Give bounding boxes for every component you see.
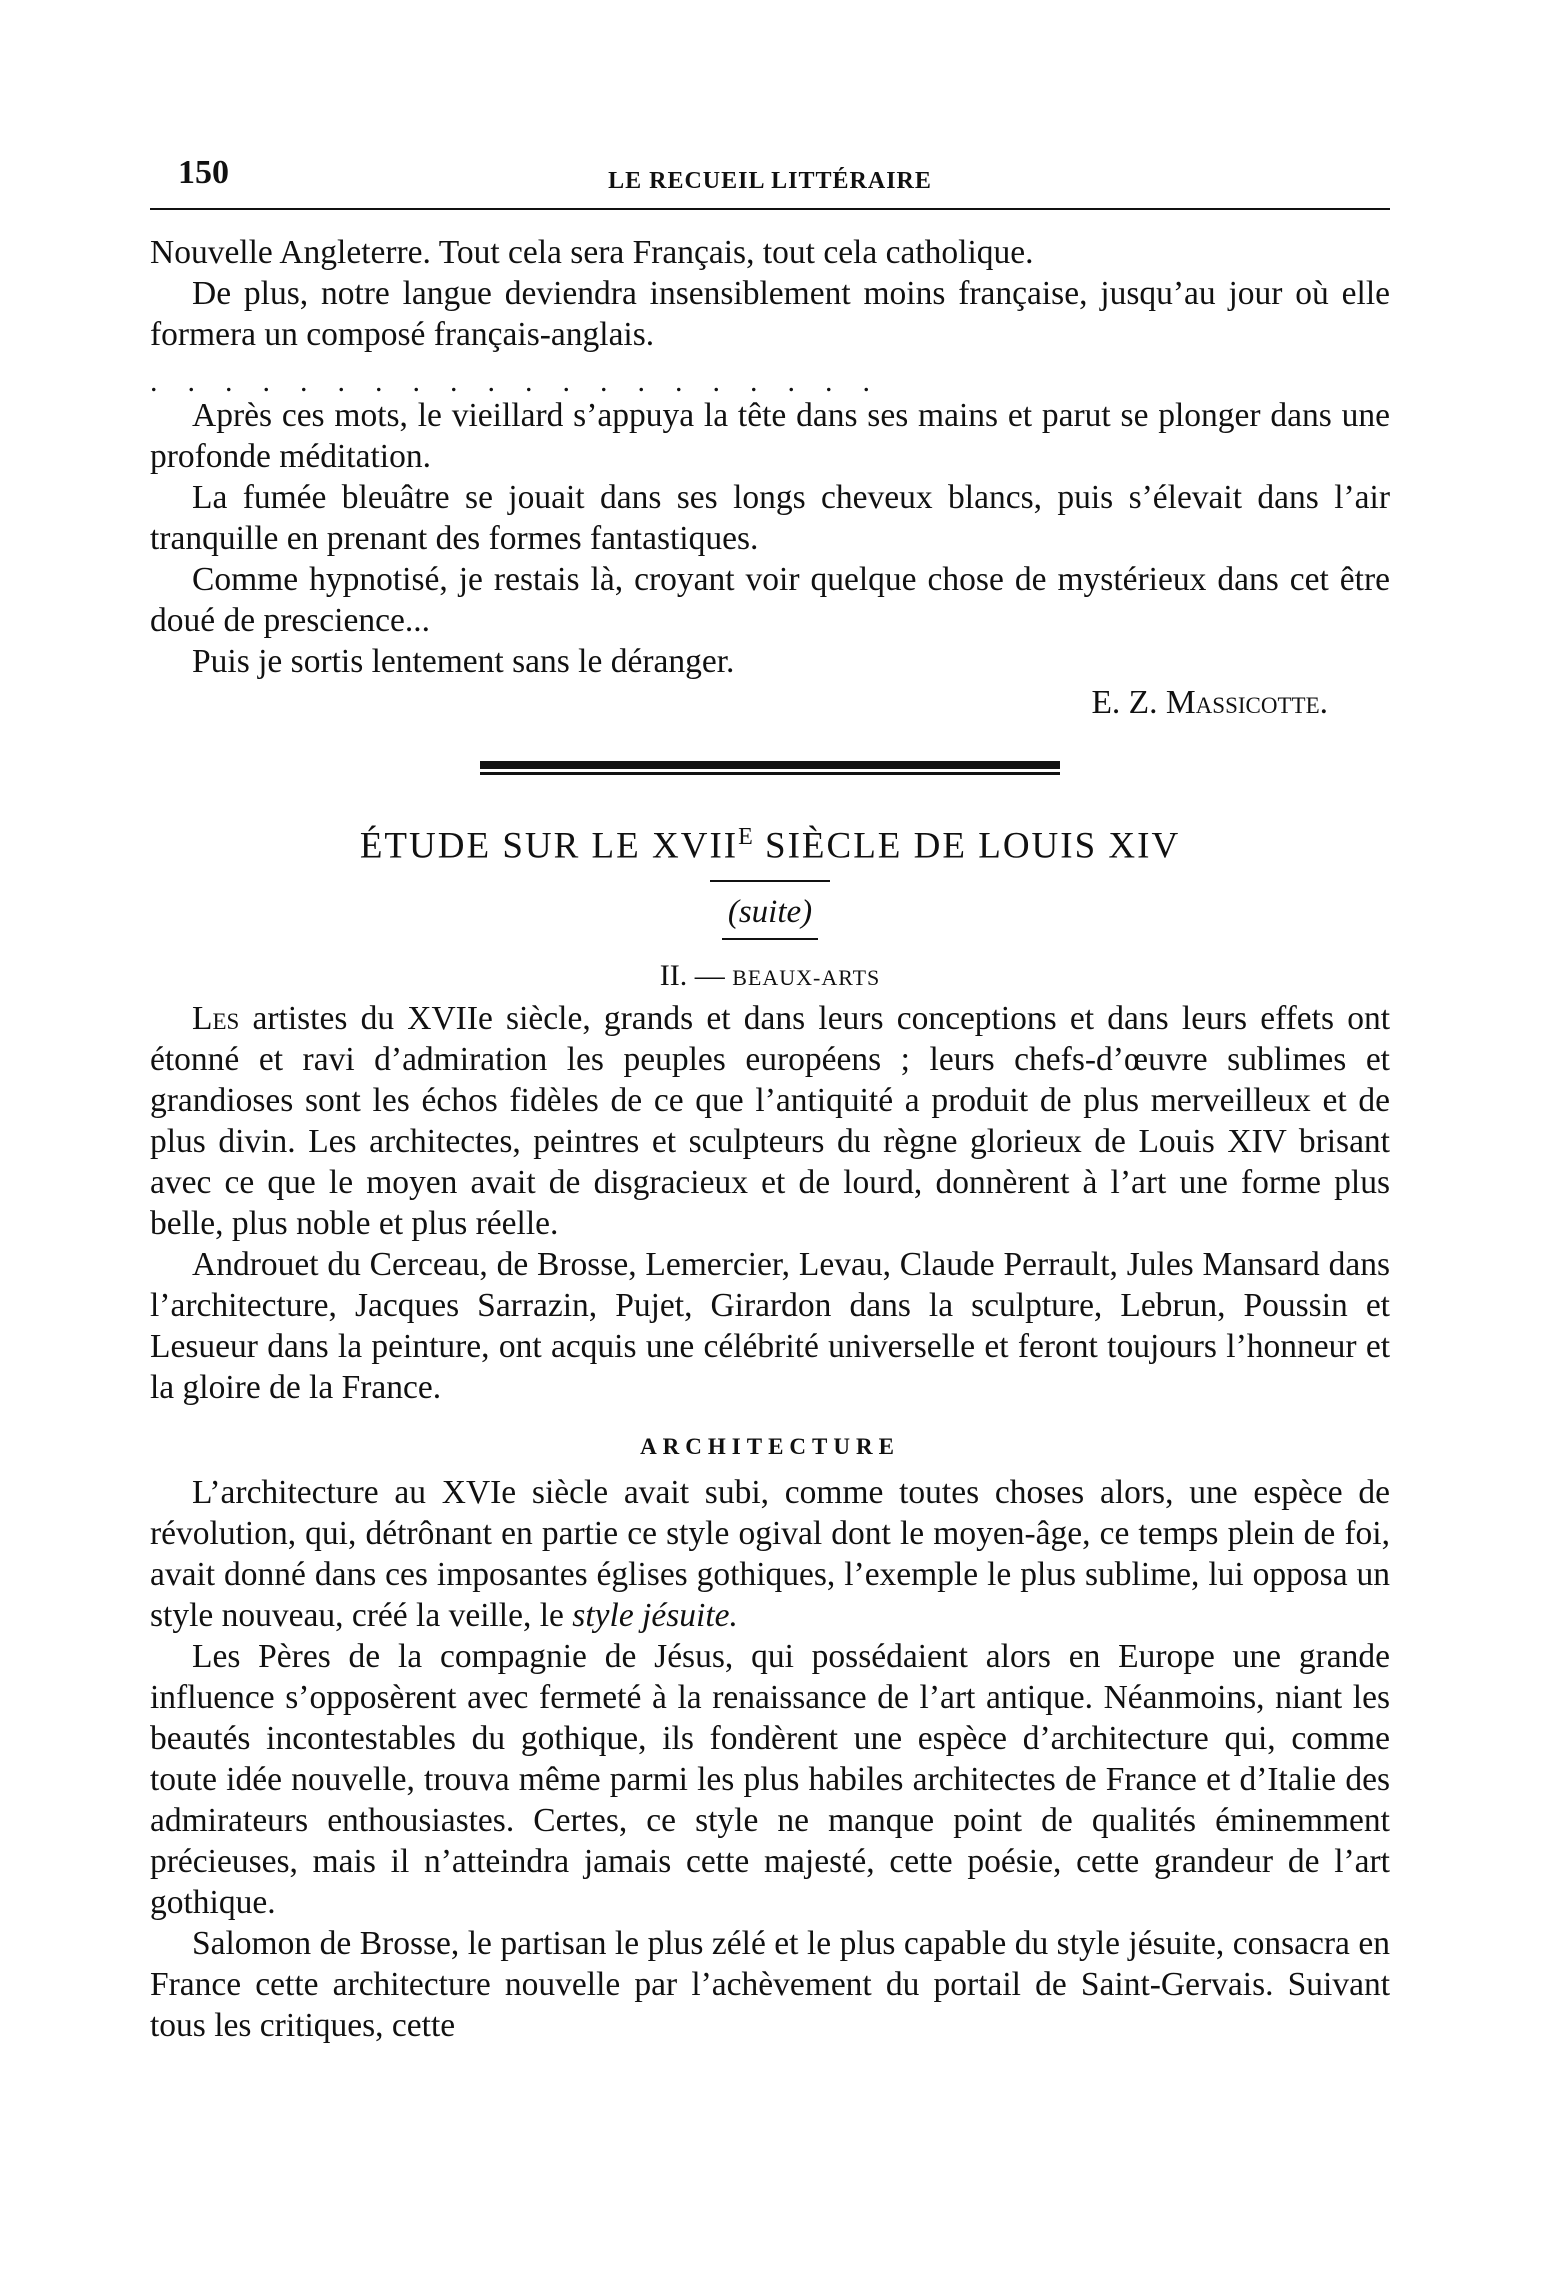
- article-subtitle: (suite): [727, 894, 813, 931]
- running-head: [150, 150, 1390, 210]
- article-title-part: SIÈCLE DE LOUIS XIV: [753, 825, 1181, 867]
- paragraph: La fumée bleuâtre se jouait dans ses longs cheveux blancs, puis s’élevait dans l’air tranquille en prenant des formes fantastiques.: [150, 479, 1390, 557]
- divider-thin-rule: [480, 772, 1060, 775]
- paragraph: De plus, notre langue deviendra insensiblement moins française, jusqu’au jour où elle formera un composé français-anglais.: [150, 275, 1390, 353]
- article-title-part: ÉTUDE SUR LE XVII: [359, 825, 739, 867]
- ellipsis-line: ....................: [150, 369, 900, 395]
- title-rule: [710, 880, 830, 882]
- paragraph: Androuet du Cerceau, de Brosse, Lemercier, Levau, Claude Perrault, Jules Mansard dans l’architecture, Jacques Sarrazin, Pujet, Girardon dans la sculpture, Lebrun, Poussin et Lesueur dans la peinture, ont acquis une célébrité universelle et feront toujours l’honneur et la gloire de la France.: [150, 1246, 1390, 1407]
- lead-word: Les: [192, 1000, 240, 1038]
- paragraph-text: artistes du XVIIe siècle, grands et dans leurs conceptions et dans leurs effets ont étonné et ravi d’admiration les peuples européens ; leurs chefs-d’œuvre sublimes et grandioses sont les échos fidèles de ce que l’antiquité a produit de plus merveilleux et de plus divin. Les architectes, peintres et sculpteurs du règne glorieux de Louis XIV brisant avec ce que le moyen avait de disgracieux et de lourd, donnèrent à l’art une forme plus belle, plus noble et plus réelle.: [150, 1000, 1390, 1243]
- paragraph: Puis je sortis lentement sans le déranger.: [192, 643, 735, 680]
- paragraph: [150, 998, 1390, 1244]
- divider-thick-rule: [480, 761, 1060, 769]
- article-title: [150, 815, 1390, 868]
- book-page: [150, 150, 1390, 2046]
- paragraph-text: L’architecture au XVIe siècle avait subi, comme toutes choses alors, une espèce de révolution, qui, détrônant en partie ce style ogival dont le moyen-âge, ce temps plein de foi, avait donné dans ces imposantes églises gothiques, l’exemple le plus sublime, lui opposa un style nouveau, créé la veille, le: [150, 1474, 1390, 1635]
- section-number: II. —: [659, 959, 725, 993]
- subsection-heading: ARCHITECTURE: [640, 1434, 900, 1460]
- paragraph: [150, 1472, 1390, 1636]
- article-body: [150, 998, 1390, 2046]
- paragraph: Comme hypnotisé, je restais là, croyant voir quelque chose de mystérieux dans cet être doué de prescience...: [150, 561, 1390, 639]
- journal-title: LE RECUEIL LITTÉRAIRE: [608, 168, 932, 194]
- section-name: BEAUX-ARTS: [732, 965, 881, 991]
- section-divider: [480, 761, 1060, 775]
- subtitle-rule: [722, 938, 818, 940]
- italic-term: style jésuite.: [572, 1597, 738, 1635]
- paragraph: Les Pères de la compagnie de Jésus, qui possédaient alors en Europe une grande influence s’opposèrent avec fermeté à la renaissance de l’art antique. Néanmoins, niant les beautés incontestables du gothique, ils fondèrent une espèce d’architecture qui, comme toute idée nouvelle, trouva même parmi les plus habiles architectes de France et d’Italie des admirateurs enthousiastes. Certes, ce style ne manque point de qualités éminemment précieuses, mais il n’atteindra jamais cette majesté, cette poésie, cette grandeur de l’art gothique.: [150, 1638, 1390, 1922]
- paragraph: Nouvelle Angleterre. Tout cela sera Français, tout cela catholique.: [150, 234, 1034, 271]
- page-number: 150: [178, 154, 229, 191]
- previous-article-ending: [150, 232, 1390, 723]
- paragraph: Après ces mots, le vieillard s’appuya la tête dans ses mains et parut se plonger dans une profonde méditation.: [150, 397, 1390, 475]
- paragraph: Salomon de Brosse, le partisan le plus zélé et le plus capable du style jésuite, consacra en France cette architecture nouvelle par l’achèvement du portail de Saint-Gervais. Suivant tous les critiques, cette: [150, 1925, 1390, 2045]
- article-title-superscript: E: [738, 824, 754, 850]
- section-heading: [150, 956, 1390, 998]
- author-signature: E. Z. Massicotte.: [1091, 684, 1328, 721]
